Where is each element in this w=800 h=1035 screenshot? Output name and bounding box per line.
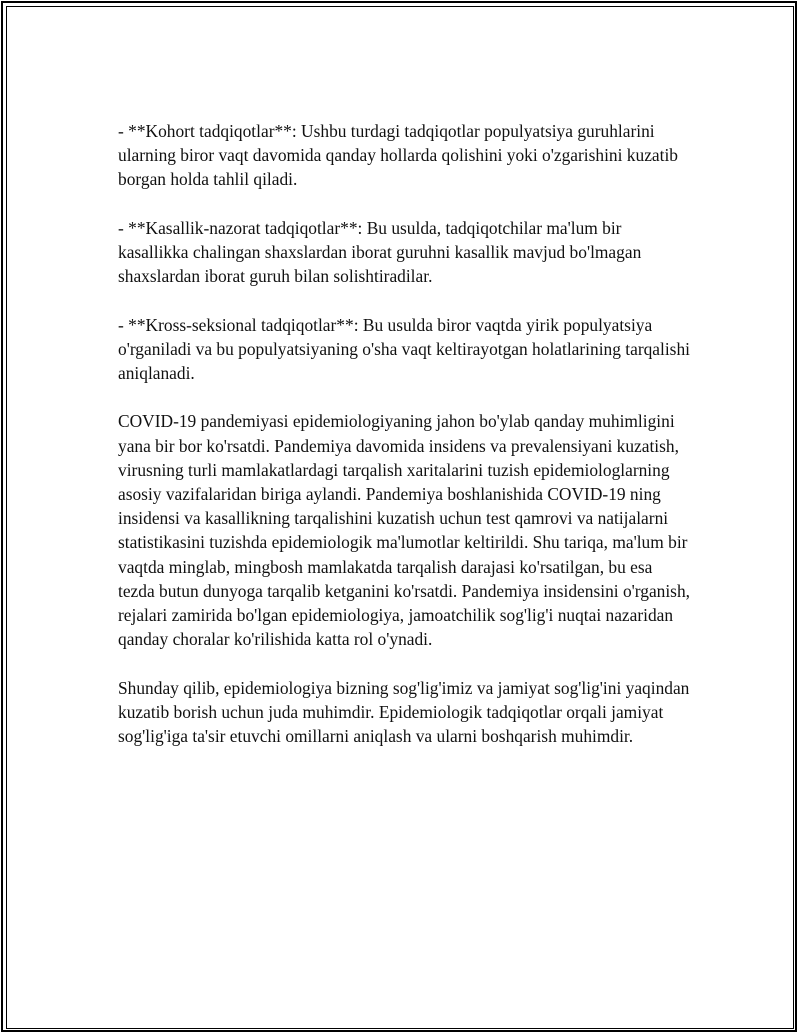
paragraph-case-control-studies: - **Kasallik-nazorat tadqiqotlar**: Bu usulda, tadqiqotchilar ma'lum bir kasallikka chalingan shaxslardan iborat guruhni kasallik mavjud bo'lmagan shaxslardan iborat guruh bilan solishtiradilar.: [118, 217, 642, 287]
document-body: [118, 119, 690, 772]
paragraph-cross-sectional-studies: - **Kross-seksional tadqiqotlar**: Bu usulda biror vaqtda yirik populyatsiya o'rganiladi va bu populyatsiyaning o'sha vaqt keltirayotgan holatlarining tarqalishi aniqlanadi.: [118, 314, 690, 383]
paragraph-cohort-studies: - **Kohort tadqiqotlar**: Ushbu turdagi tadqiqotlar populyatsiya guruhlarini ularning biror vaqt davomida qanday hollarda qolishini yoki o'zgarishini kuzatib borgan holda tahlil qiladi.: [118, 121, 678, 190]
paragraph-covid-19: COVID-19 pandemiyasi epidemiologiyaning jahon bo'ylab qanday muhimligini yana bir bor ko'rsatdi. Pandemiya davomida insidens va prevalensiyani kuzatish, virusning turli mamlakatlardagi tarqalish xaritalarini tuzish epidemiologlarning asosiy vazifalaridan biriga aylandi. Pandemiya boshlanishida COVID-19 ning insidensi va kasallikning tarqalishini kuzatish uchun test qamrovi va natijalarni statistikasini tuzishda epidemiologik ma'lumotlar keltirildi. Shu tariqa, ma'lum bir vaqtda minglab, mingbosh mamlakatda tarqalish darajasi ko'rsatilgan, bu esa tezda butun dunyoga tarqalib ketganini ko'rsatdi. Pandemiya insidensini o'rganish, rejalari zamirida bo'lgan epidemiologiya, jamoatchilik sog'lig'i nuqtai nazaridan qanday choralar ko'rilishida katta rol o'ynadi.: [118, 411, 690, 650]
paragraph-conclusion: Shunday qilib, epidemiologiya bizning sog'lig'imiz va jamiyat sog'lig'ini yaqindan kuzatib borish uchun juda muhimdir. Epidemiologik tadqiqotlar orqali jamiyat sog'lig'iga ta'sir etuvchi omillarni aniqlash va ularni boshqarish muhimdir.: [118, 677, 690, 747]
